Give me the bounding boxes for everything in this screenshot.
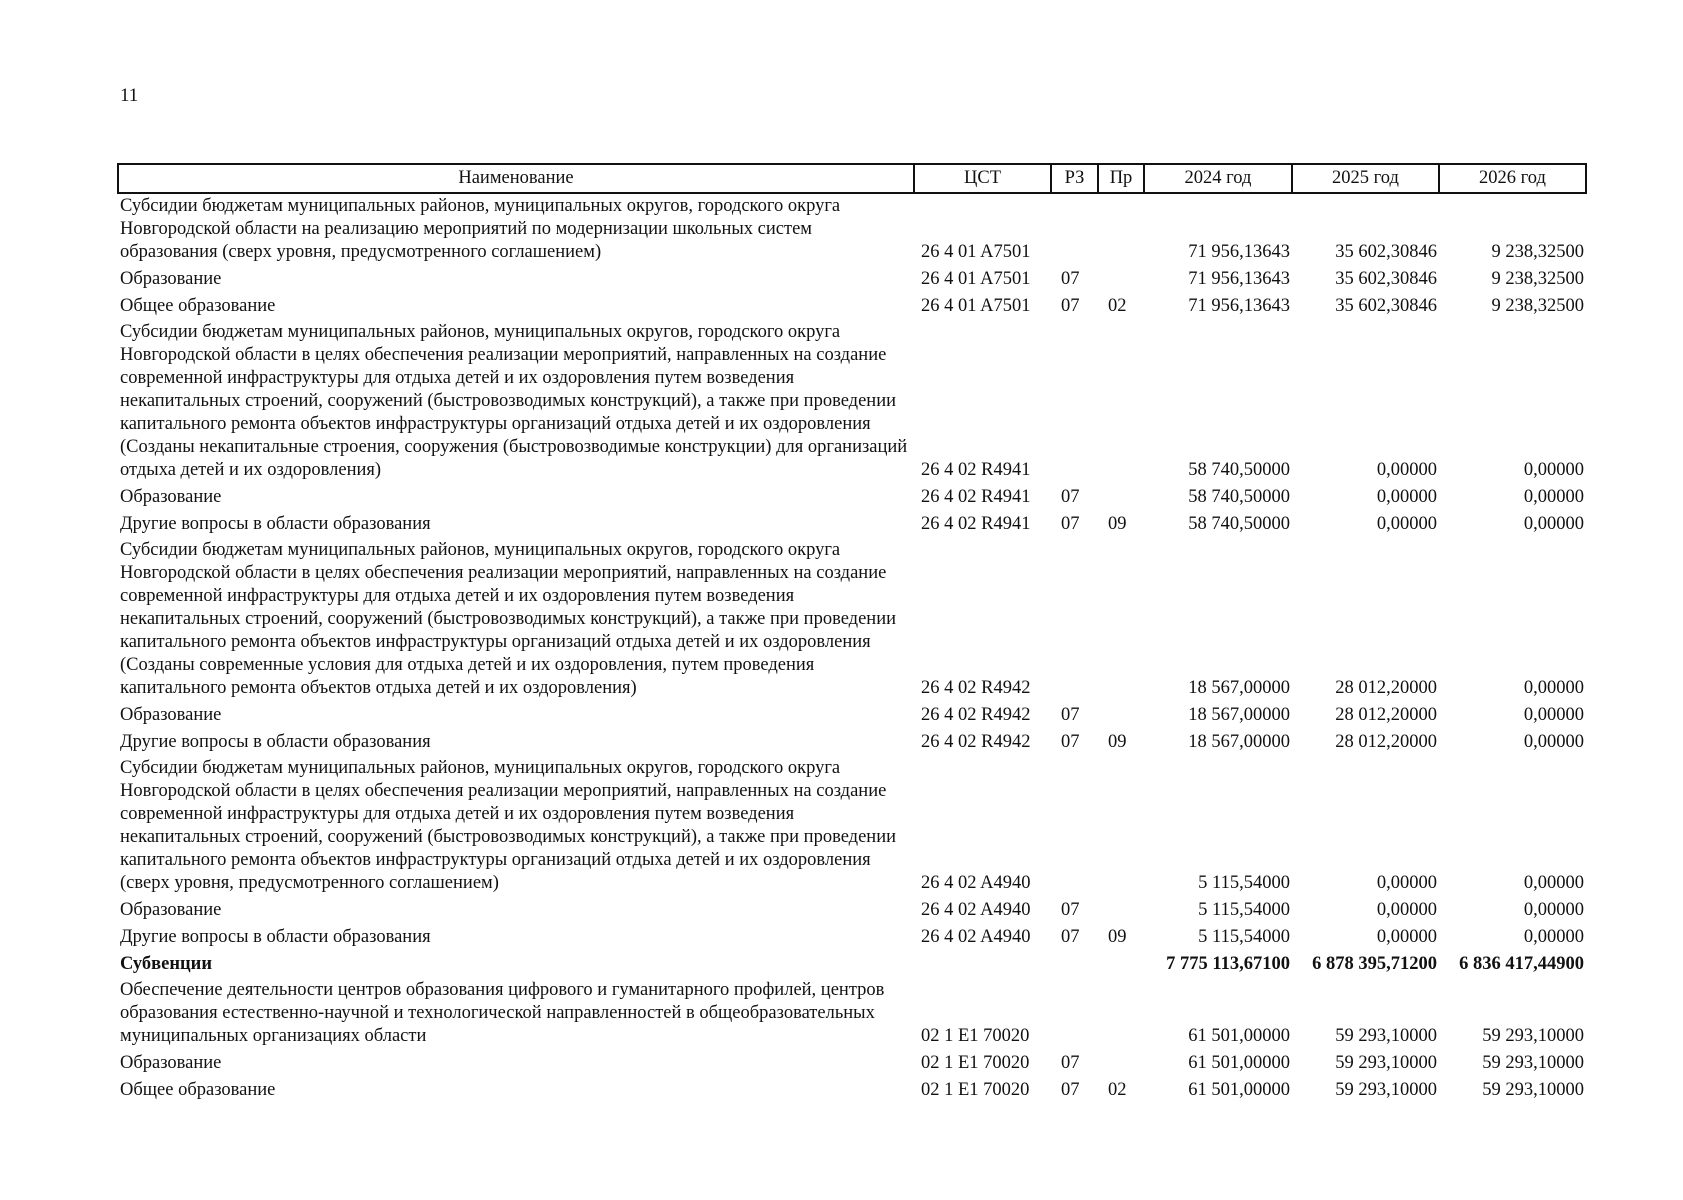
header-name: Наименование xyxy=(118,164,914,193)
row-pr: 09 xyxy=(1108,732,1127,752)
row-2024: 5 115,54000 xyxy=(1198,927,1290,947)
row-pr xyxy=(1098,951,1144,978)
row-pr: 09 xyxy=(1108,927,1127,947)
row-2026: 9 238,32500 xyxy=(1491,242,1584,262)
row-pr xyxy=(1098,897,1144,924)
row-cst: 26 4 02 R4941 xyxy=(921,514,1031,534)
row-2025: 6 878 395,71200 xyxy=(1312,954,1437,974)
row-pr xyxy=(1098,266,1144,293)
row-2026: 59 293,10000 xyxy=(1482,1053,1584,1073)
row-pr xyxy=(1098,1050,1144,1077)
row-2025: 0,00000 xyxy=(1376,487,1437,507)
table-row xyxy=(118,756,1586,897)
table-row xyxy=(118,702,1586,729)
row-2026: 0,00000 xyxy=(1523,678,1584,698)
row-name: Субсидии бюджетам муниципальных районов, муниципальных округов, городского округа Новгородской области в целях обеспечения реализации мероприятий, направленных на создание современной инфраструктуры для отдыха детей и их оздоровления путем возведения некапитальных строений, сооружений (быстровозводимых конструкций), а также при проведении капитального ремонта объектов инфраструктуры организаций отдыха детей и их оздоровления (Созданы некапитальные строения, сооружения (быстровозводимые конструкции) для организаций отдыха детей и их оздоровления) xyxy=(120,322,908,480)
row-2024: 71 956,13643 xyxy=(1188,242,1290,262)
row-pr xyxy=(1098,702,1144,729)
row-pr xyxy=(1098,484,1144,511)
row-cst: 26 4 01 A7501 xyxy=(921,269,1031,289)
row-rz: 07 xyxy=(1061,487,1080,507)
row-2025: 35 602,30846 xyxy=(1335,269,1437,289)
header-2026: 2026 год xyxy=(1439,164,1586,193)
row-name: Субсидии бюджетам муниципальных районов, муниципальных округов, городского округа Новгородской области в целях обеспечения реализации мероприятий, направленных на создание современной инфраструктуры для отдыха детей и их оздоровления путем возведения некапитальных строений, сооружений (быстровозводимых конструкций), а также при проведении капитального ремонта объектов инфраструктуры организаций отдыха детей и их оздоровления (Созданы современные условия для отдыха детей и их оздоровления, путем проведения капитального ремонта объектов отдыха детей и их оздоровления) xyxy=(120,540,896,698)
table-row xyxy=(118,978,1586,1050)
row-2024: 5 115,54000 xyxy=(1198,873,1290,893)
row-pr: 02 xyxy=(1108,1080,1127,1100)
row-rz: 07 xyxy=(1061,732,1080,752)
row-2026: 0,00000 xyxy=(1523,732,1584,752)
row-name: Другие вопросы в области образования xyxy=(120,732,431,752)
row-2024: 18 567,00000 xyxy=(1188,732,1290,752)
row-name: Субвенции xyxy=(120,954,212,974)
row-cst: 26 4 02 R4941 xyxy=(921,487,1031,507)
table-row xyxy=(118,484,1586,511)
row-rz: 07 xyxy=(1061,296,1080,316)
row-name: Образование xyxy=(120,900,222,920)
row-2024: 71 956,13643 xyxy=(1188,296,1290,316)
row-2025: 35 602,30846 xyxy=(1335,296,1437,316)
row-2024: 58 740,50000 xyxy=(1188,460,1290,480)
row-cst: 02 1 E1 70020 xyxy=(921,1026,1030,1046)
row-cst: 26 4 02 A4940 xyxy=(921,927,1031,947)
table-row xyxy=(118,897,1586,924)
row-pr xyxy=(1098,756,1144,897)
table-row xyxy=(118,538,1586,702)
row-name: Образование xyxy=(120,487,222,507)
row-rz: 07 xyxy=(1061,927,1080,947)
row-name: Общее образование xyxy=(120,1080,276,1100)
table-row xyxy=(118,511,1586,538)
row-name: Субсидии бюджетам муниципальных районов, муниципальных округов, городского округа Новгородской области на реализацию мероприятий по модернизации школьных систем образования (сверх уровня, предусмотренного соглашением) xyxy=(120,196,841,262)
row-2025: 35 602,30846 xyxy=(1335,242,1437,262)
table-header-row xyxy=(118,164,1586,193)
row-cst: 26 4 02 A4940 xyxy=(921,900,1031,920)
header-2024: 2024 год xyxy=(1144,164,1292,193)
row-2025: 0,00000 xyxy=(1376,900,1437,920)
row-2024: 7 775 113,67100 xyxy=(1166,954,1290,974)
row-rz: 07 xyxy=(1061,705,1080,725)
row-2025: 0,00000 xyxy=(1376,514,1437,534)
row-2025: 28 012,20000 xyxy=(1335,705,1437,725)
row-2026: 6 836 417,44900 xyxy=(1459,954,1584,974)
row-pr xyxy=(1098,978,1144,1050)
row-rz xyxy=(1051,538,1098,702)
table-row xyxy=(118,924,1586,951)
row-rz xyxy=(1051,951,1098,978)
row-cst: 26 4 02 R4941 xyxy=(921,460,1031,480)
row-2026: 0,00000 xyxy=(1523,900,1584,920)
row-name: Субсидии бюджетам муниципальных районов, муниципальных округов, городского округа Новгородской области в целях обеспечения реализации мероприятий, направленных на создание современной инфраструктуры для отдыха детей и их оздоровления путем возведения некапитальных строений, сооружений (быстровозводимых конструкций), а также при проведении капитального ремонта объектов инфраструктуры организаций отдыха детей и их оздоровления (сверх уровня, предусмотренного соглашением) xyxy=(120,758,896,893)
row-pr xyxy=(1098,320,1144,484)
row-cst: 02 1 E1 70020 xyxy=(921,1053,1030,1073)
header-2025: 2025 год xyxy=(1292,164,1439,193)
row-2024: 5 115,54000 xyxy=(1198,900,1290,920)
table-row xyxy=(118,193,1586,266)
row-rz: 07 xyxy=(1061,1053,1080,1073)
header-rz: РЗ xyxy=(1051,164,1098,193)
row-cst: 26 4 02 A4940 xyxy=(921,873,1031,893)
row-2024: 61 501,00000 xyxy=(1188,1080,1290,1100)
row-cst: 02 1 E1 70020 xyxy=(921,1080,1030,1100)
row-2026: 9 238,32500 xyxy=(1491,269,1584,289)
row-rz: 07 xyxy=(1061,514,1080,534)
row-2026: 0,00000 xyxy=(1523,705,1584,725)
row-name: Образование xyxy=(120,269,222,289)
row-rz xyxy=(1051,320,1098,484)
table-row xyxy=(118,266,1586,293)
row-2026: 0,00000 xyxy=(1523,487,1584,507)
row-2025: 59 293,10000 xyxy=(1335,1080,1437,1100)
row-2026: 59 293,10000 xyxy=(1482,1080,1584,1100)
row-pr xyxy=(1098,538,1144,702)
row-cst: 26 4 02 R4942 xyxy=(921,678,1031,698)
table-row xyxy=(118,320,1586,484)
table-row xyxy=(118,1077,1586,1104)
row-rz xyxy=(1051,193,1098,266)
header-cst: ЦСТ xyxy=(914,164,1051,193)
row-name: Общее образование xyxy=(120,296,276,316)
row-2026: 0,00000 xyxy=(1523,873,1584,893)
page-number: 11 xyxy=(120,85,139,106)
row-2024: 58 740,50000 xyxy=(1188,487,1290,507)
row-2025: 59 293,10000 xyxy=(1335,1026,1437,1046)
budget-table xyxy=(117,163,1587,1104)
row-rz: 07 xyxy=(1061,1080,1080,1100)
row-pr xyxy=(1098,193,1144,266)
row-2026: 0,00000 xyxy=(1523,514,1584,534)
row-2026: 0,00000 xyxy=(1523,927,1584,947)
row-2025: 0,00000 xyxy=(1376,873,1437,893)
row-2024: 71 956,13643 xyxy=(1188,269,1290,289)
row-cst xyxy=(914,951,1051,978)
row-name: Обеспечение деятельности центров образования цифрового и гуманитарного профилей, центров образования естественно-научной и технологической направленностей в общеобразовательных муниципальных организациях области xyxy=(120,980,885,1046)
row-rz: 07 xyxy=(1061,269,1080,289)
row-name: Другие вопросы в области образования xyxy=(120,927,431,947)
row-name: Образование xyxy=(120,705,222,725)
row-2025: 28 012,20000 xyxy=(1335,732,1437,752)
row-2024: 61 501,00000 xyxy=(1188,1053,1290,1073)
row-2024: 18 567,00000 xyxy=(1188,678,1290,698)
table-row-subventions xyxy=(118,951,1586,978)
row-2024: 18 567,00000 xyxy=(1188,705,1290,725)
row-cst: 26 4 01 A7501 xyxy=(921,296,1031,316)
row-rz xyxy=(1051,978,1098,1050)
row-2026: 59 293,10000 xyxy=(1482,1026,1584,1046)
row-2025: 0,00000 xyxy=(1376,927,1437,947)
row-2024: 58 740,50000 xyxy=(1188,514,1290,534)
row-pr: 09 xyxy=(1108,514,1127,534)
row-cst: 26 4 02 R4942 xyxy=(921,732,1031,752)
row-2026: 9 238,32500 xyxy=(1491,296,1584,316)
row-2025: 28 012,20000 xyxy=(1335,678,1437,698)
table-row xyxy=(118,293,1586,320)
table-row xyxy=(118,1050,1586,1077)
table-row xyxy=(118,729,1586,756)
row-cst: 26 4 02 R4942 xyxy=(921,705,1031,725)
header-pr: Пр xyxy=(1098,164,1144,193)
row-name: Другие вопросы в области образования xyxy=(120,514,431,534)
row-2024: 61 501,00000 xyxy=(1188,1026,1290,1046)
row-2025: 59 293,10000 xyxy=(1335,1053,1437,1073)
row-2026: 0,00000 xyxy=(1523,460,1584,480)
row-cst: 26 4 01 A7501 xyxy=(921,242,1031,262)
row-2025: 0,00000 xyxy=(1376,460,1437,480)
row-rz: 07 xyxy=(1061,900,1080,920)
row-rz xyxy=(1051,756,1098,897)
row-pr: 02 xyxy=(1108,296,1127,316)
row-name: Образование xyxy=(120,1053,222,1073)
